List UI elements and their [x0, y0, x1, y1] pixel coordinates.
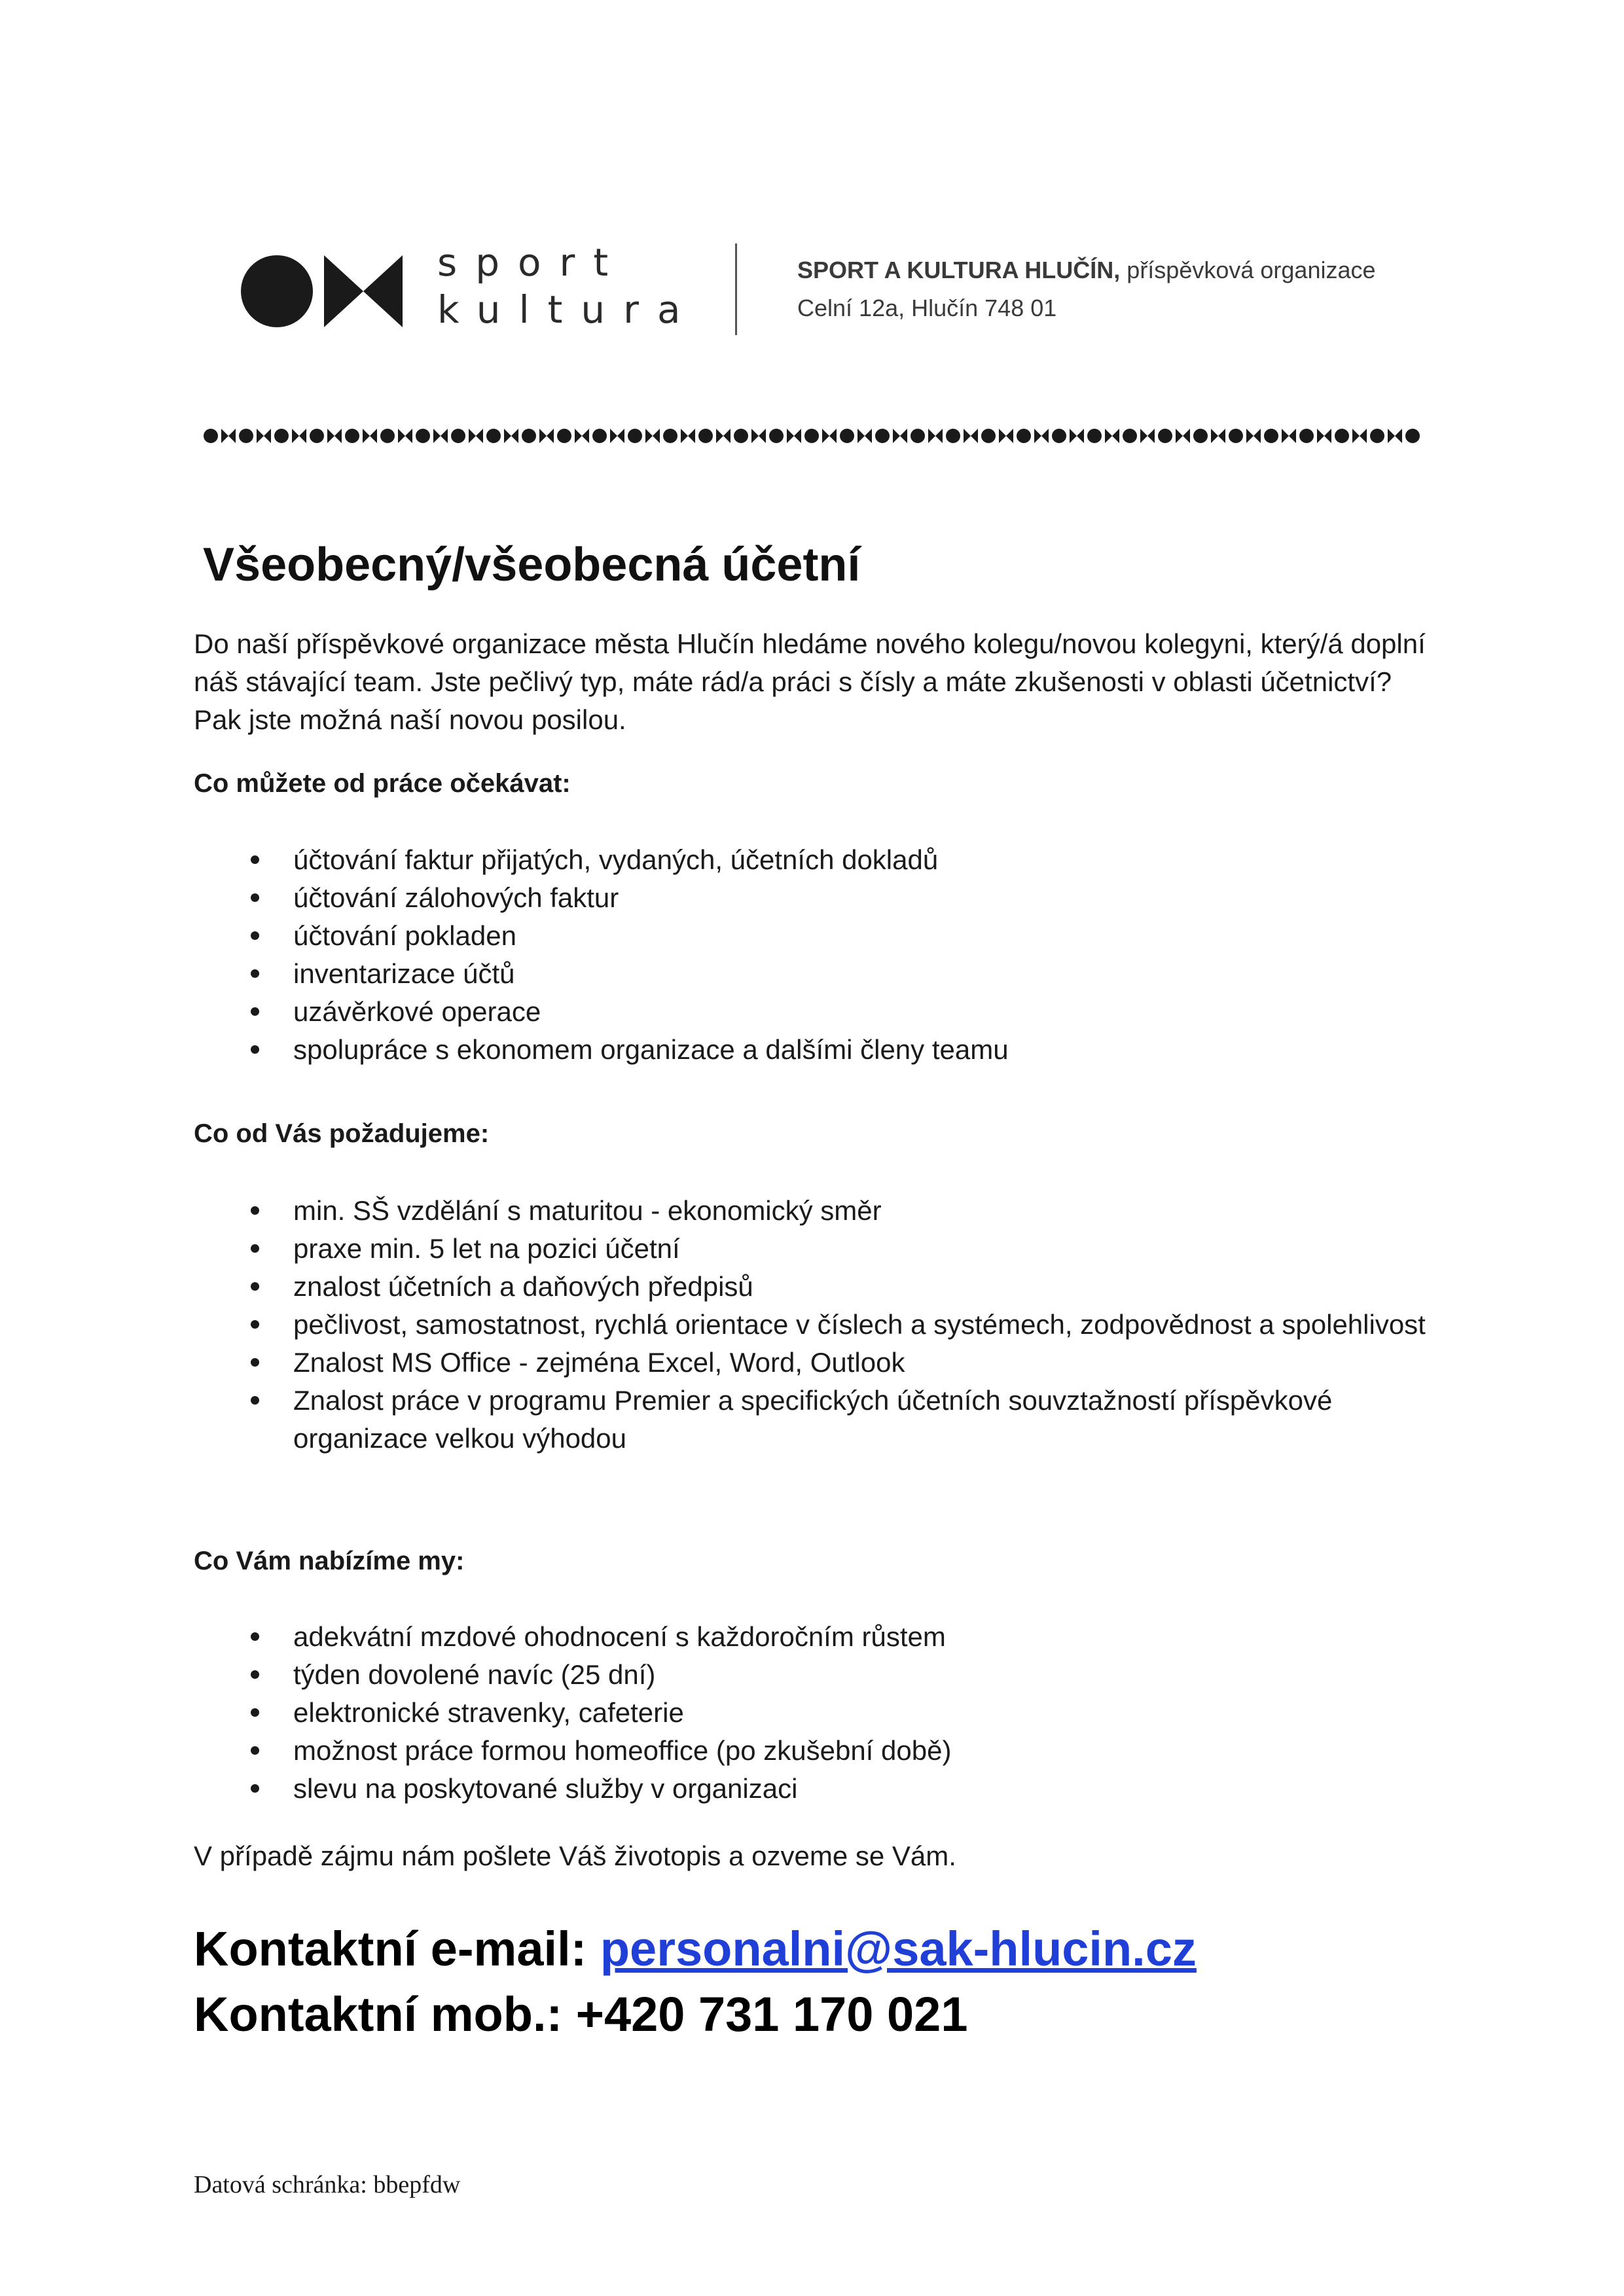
expectations-list: [194, 841, 1437, 1069]
pattern-bowtie: [999, 429, 1013, 443]
pattern-circle: [310, 429, 324, 443]
logo-line-kultura: kultura: [437, 287, 699, 332]
section-heading-requirements: Co od Vás požadujeme:: [194, 1119, 490, 1148]
pattern-circle: [734, 429, 748, 443]
contact-phone-number: +420 731 170 021: [575, 1987, 968, 2041]
pattern-circle: [1264, 429, 1278, 443]
pattern-circle: [239, 429, 253, 443]
pattern-bowtie: [1176, 429, 1190, 443]
bullet-icon: [251, 1045, 259, 1054]
pattern-circle: [416, 429, 430, 443]
pattern-circle: [1017, 429, 1031, 443]
pattern-circle: [274, 429, 289, 443]
list-item: slevu na poskytované služby v organizaci: [194, 1770, 1437, 1808]
bullet-icon: [251, 1206, 259, 1215]
pattern-bowtie: [363, 429, 377, 443]
pattern-circle: [1405, 429, 1420, 443]
list-item: znalost účetních a daňových předpisů: [194, 1268, 1437, 1306]
list-item: pečlivost, samostatnost, rychlá orientace v číslech a systémech, zodpovědnost a spolehlivost: [194, 1306, 1437, 1344]
list-item: účtování faktur přijatých, vydaných, účetních dokladů: [194, 841, 1437, 879]
header-divider: [735, 243, 737, 335]
decorative-pattern-divider: [203, 423, 1434, 449]
pattern-circle: [1158, 429, 1172, 443]
intro-paragraph: Do naší příspěvkové organizace města Hlučín hledáme nového kolegu/novou kolegyni, který/á doplní náš stávající team. Jste pečlivý typ, máte rád/a práci s čísly a máte zkušenosti v oblasti účetnictví? Pak jste možná naší novou posilou.: [194, 628, 1426, 735]
pattern-bowtie: [1246, 429, 1261, 443]
pattern-bowtie: [1070, 429, 1084, 443]
pattern-bowtie: [964, 429, 978, 443]
pattern-bowtie: [1034, 429, 1049, 443]
bullet-icon: [251, 969, 259, 978]
pattern-bowtie: [751, 429, 766, 443]
pattern-circle: [1123, 429, 1137, 443]
pattern-bowtie: [504, 429, 518, 443]
pattern-circle: [204, 429, 218, 443]
bullet-icon: [251, 1282, 259, 1291]
organization-name: [797, 257, 1376, 284]
pattern-circle: [592, 429, 607, 443]
list-item: Znalost práce v programu Premier a specifických účetních souvztažností příspěvkové organizace velkou výhodou: [194, 1382, 1437, 1458]
contact-phone-line: [194, 1986, 968, 2042]
pattern-circle: [380, 429, 395, 443]
section-heading-offer: Co Vám nabízíme my:: [194, 1547, 465, 1575]
pattern-bowtie: [221, 429, 236, 443]
list-item: Znalost MS Office - zejména Excel, Word, Outlook: [194, 1344, 1437, 1382]
logo-mark-icon: [239, 252, 406, 331]
pattern-circle: [1335, 429, 1349, 443]
pattern-bowtie: [257, 429, 271, 443]
pattern-circle: [1299, 429, 1314, 443]
bullet-icon: [251, 893, 259, 902]
pattern-bowtie: [1282, 429, 1296, 443]
pattern-circle: [1193, 429, 1208, 443]
pattern-bowtie: [575, 429, 589, 443]
bullet-icon: [251, 931, 259, 940]
pattern-bowtie: [1105, 429, 1119, 443]
list-item: účtování zálohových faktur: [194, 879, 1437, 917]
pattern-circle: [1052, 429, 1066, 443]
bullet-icon: [251, 855, 259, 864]
pattern-bowtie: [645, 429, 660, 443]
pattern-circle: [1370, 429, 1384, 443]
contact-email-line: [194, 1921, 1197, 1977]
logo-wordmark: [437, 239, 699, 333]
contact-email-label: Kontaktní e-mail:: [194, 1922, 600, 1976]
pattern-circle: [345, 429, 359, 443]
pattern-bowtie: [928, 429, 943, 443]
page-title: Všeobecný/všeobecná účetní: [203, 539, 861, 591]
list-item: možnost práce formou homeoffice (po zkušební době): [194, 1732, 1437, 1770]
pattern-circle: [804, 429, 819, 443]
pattern-circle: [946, 429, 960, 443]
pattern-circle: [1229, 429, 1243, 443]
contact-email-link[interactable]: personalni@sak-hlucin.cz: [600, 1922, 1197, 1976]
list-item: adekvátní mzdové ohodnocení s každoročním růstem: [194, 1618, 1437, 1656]
section-heading-expectations: Co můžete od práce očekávat:: [194, 769, 571, 798]
pattern-bowtie: [1317, 429, 1331, 443]
bullet-icon: [251, 1670, 259, 1679]
bullet-icon: [251, 1244, 259, 1253]
pattern-circle: [451, 429, 465, 443]
contact-phone-label: Kontaktní mob.:: [194, 1987, 576, 2041]
pattern-circle: [557, 429, 571, 443]
requirements-list: [194, 1192, 1437, 1458]
footer-data-box: Datová schránka: bbepfdw: [194, 2171, 461, 2198]
pattern-bowtie: [1352, 429, 1367, 443]
bullet-icon: [251, 1320, 259, 1329]
pattern-circle: [698, 429, 713, 443]
pattern-bowtie: [822, 429, 837, 443]
organization-type: příspěvková organizace: [1120, 257, 1376, 283]
pattern-circle: [628, 429, 642, 443]
pattern-circle: [1087, 429, 1102, 443]
pattern-circle: [522, 429, 536, 443]
list-item: praxe min. 5 let na pozici účetní: [194, 1230, 1437, 1268]
bullet-icon: [251, 1396, 259, 1405]
bullet-icon: [251, 1784, 259, 1793]
pattern-circle: [875, 429, 890, 443]
closing-sentence: V případě zájmu nám pošlete Váš životopis a ozveme se Vám.: [194, 1840, 956, 1871]
logo-line-sport: sport: [437, 240, 627, 285]
bullet-icon: [251, 1746, 259, 1755]
list-item: elektronické stravenky, cafeterie: [194, 1694, 1437, 1732]
list-item: inventarizace účtů: [194, 955, 1437, 993]
pattern-bowtie: [433, 429, 448, 443]
pattern-bowtie: [681, 429, 695, 443]
bullet-icon: [251, 1708, 259, 1717]
organization-address: Celní 12a, Hlučín 748 01: [797, 295, 1057, 321]
pattern-circle: [911, 429, 925, 443]
pattern-bowtie: [716, 429, 731, 443]
organization-name-strong: SPORT A KULTURA HLUČÍN,: [797, 257, 1121, 283]
pattern-bowtie: [610, 429, 624, 443]
list-item: spolupráce s ekonomem organizace a dalšími členy teamu: [194, 1031, 1437, 1069]
pattern-circle: [981, 429, 996, 443]
offer-list: [194, 1618, 1437, 1808]
pattern-bowtie: [327, 429, 342, 443]
pattern-bowtie: [1211, 429, 1225, 443]
pattern-circle: [769, 429, 784, 443]
pattern-bowtie: [893, 429, 907, 443]
pattern-bowtie: [1140, 429, 1155, 443]
pattern-bowtie: [469, 429, 483, 443]
pattern-bowtie: [1388, 429, 1402, 443]
bullet-icon: [251, 1358, 259, 1367]
pattern-bowtie: [398, 429, 412, 443]
list-item: uzávěrkové operace: [194, 993, 1437, 1031]
pattern-bowtie: [292, 429, 306, 443]
pattern-bowtie: [787, 429, 801, 443]
pattern-bowtie: [539, 429, 554, 443]
pattern-circle: [663, 429, 677, 443]
bullet-icon: [251, 1007, 259, 1016]
list-item: min. SŠ vzdělání s maturitou - ekonomický směr: [194, 1192, 1437, 1230]
pattern-bowtie: [857, 429, 872, 443]
pattern-circle: [840, 429, 854, 443]
pattern-circle: [486, 429, 501, 443]
list-item: účtování pokladen: [194, 917, 1437, 955]
list-item: týden dovolené navíc (25 dní): [194, 1656, 1437, 1694]
bullet-icon: [251, 1632, 259, 1641]
